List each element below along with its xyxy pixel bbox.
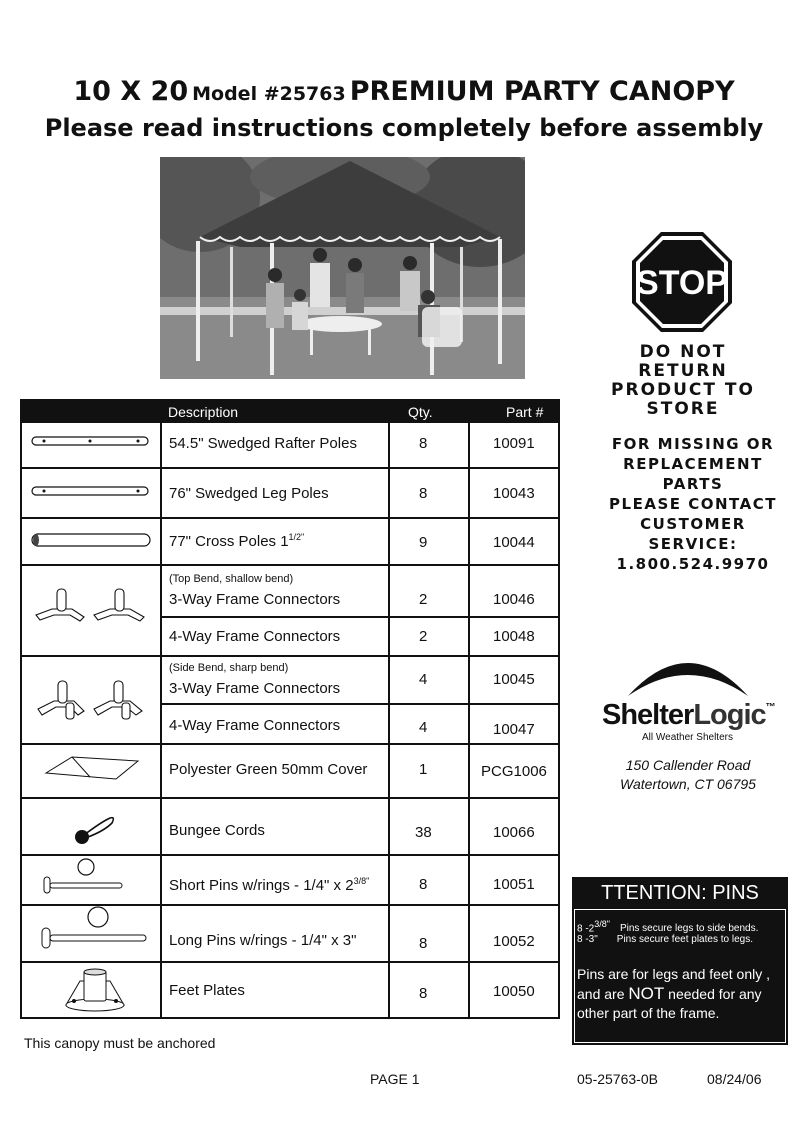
part-number: 10066 xyxy=(493,824,535,841)
cross-pole-icon xyxy=(28,531,154,549)
pin-rule-text: Pins secure legs to side bends. xyxy=(619,923,759,935)
part-number: 10047 xyxy=(493,721,535,738)
contact-line: PARTS xyxy=(662,475,724,493)
part-description: 54.5" Swedged Rafter Poles xyxy=(169,435,357,452)
part-number: 10046 xyxy=(493,591,535,608)
contact-line: PLEASE CONTACT xyxy=(609,495,777,513)
customer-service-notice xyxy=(598,434,788,574)
part-description: Feet Plates xyxy=(169,982,245,999)
column-header-description: Description xyxy=(168,404,239,420)
attention-pins-box xyxy=(572,877,788,1045)
feet-plate-icon xyxy=(60,967,130,1013)
part-number: PCG1006 xyxy=(481,763,547,780)
part-note: (Side Bend, sharp bend) xyxy=(169,662,289,674)
pin-qty: 8 -2 xyxy=(577,923,595,935)
part-qty: 8 xyxy=(419,485,428,502)
part-number: 10050 xyxy=(493,983,535,1000)
pin-qty: 8 -3" xyxy=(577,934,598,945)
canopy-photo xyxy=(160,157,525,379)
phone-number: 1.800.524.9970 xyxy=(616,555,770,573)
part-description: 3-Way Frame Connectors xyxy=(169,591,341,608)
part-description: 4-Way Frame Connectors xyxy=(169,717,341,734)
anchoring-note: This canopy must be anchored xyxy=(24,1035,216,1051)
contact-line: REPLACEMENT xyxy=(623,455,763,473)
logo-trademark: ™ xyxy=(765,702,775,713)
pin-rule-text: Pins secure feet plates to legs. xyxy=(616,934,753,945)
attention-title: TTENTION: PINS xyxy=(601,882,759,904)
leg-pole-icon xyxy=(30,483,152,499)
part-description: 76" Swedged Leg Poles xyxy=(169,485,329,502)
part-description-fraction: 1/2" xyxy=(288,532,305,542)
contact-line: SERVICE: xyxy=(648,535,738,553)
part-note: (Top Bend, shallow bend) xyxy=(169,573,294,585)
part-qty: 2 xyxy=(419,591,428,608)
document-number: 05-25763-0B xyxy=(577,1071,658,1087)
part-qty: 8 xyxy=(419,876,428,893)
part-qty: 4 xyxy=(419,671,428,688)
title-size: 10 X 20 xyxy=(73,76,189,107)
title-product: PREMIUM PARTY CANOPY xyxy=(349,76,735,107)
part-description: 4-Way Frame Connectors xyxy=(169,628,341,645)
part-number: 10051 xyxy=(493,876,535,893)
part-qty: 9 xyxy=(419,534,428,551)
stop-sign-text: STOP xyxy=(636,264,728,302)
part-description xyxy=(169,876,369,894)
part-number: 10052 xyxy=(493,933,535,950)
part-qty: 8 xyxy=(419,435,428,452)
bungee-cord-icon xyxy=(70,815,120,845)
part-description: 3-Way Frame Connectors xyxy=(169,680,341,697)
rafter-pole-icon xyxy=(30,433,152,449)
stop-sign-icon xyxy=(632,232,732,332)
part-description: Long Pins w/rings - 1/4" x 3" xyxy=(169,932,357,949)
svg-text:ShelterLogic™ xyxy=(602,699,775,731)
notice-line: DO NOT xyxy=(639,342,727,362)
address-line-1: 150 Callender Road xyxy=(625,757,751,773)
top-bend-connector-icon xyxy=(32,587,152,627)
long-pin-icon xyxy=(36,905,156,949)
page-number: PAGE 1 xyxy=(370,1071,420,1087)
part-number: 10048 xyxy=(493,628,535,645)
part-qty: 4 xyxy=(419,719,428,736)
address-line-2: Watertown, CT 06795 xyxy=(620,776,756,792)
short-pin-icon xyxy=(36,857,126,897)
notice-line: PRODUCT TO xyxy=(611,380,755,400)
part-number: 10044 xyxy=(493,534,535,551)
cover-icon xyxy=(42,753,142,783)
part-description-text: Short Pins w/rings - 1/4" x 2 xyxy=(169,877,354,894)
column-header-qty: Qty. xyxy=(408,404,433,420)
pins-note-text: needed for any other part of the frame. xyxy=(577,986,762,1021)
part-qty: 8 xyxy=(419,985,428,1002)
document-date: 08/24/06 xyxy=(707,1071,762,1087)
company-address xyxy=(598,756,778,794)
pin-rule-short xyxy=(577,919,758,934)
pins-note xyxy=(577,965,787,1023)
column-header-part: Part # xyxy=(506,404,544,420)
pin-rule-long xyxy=(577,934,753,945)
part-description-text: 77" Cross Poles 1 xyxy=(169,533,289,550)
part-description-fraction: 3/8" xyxy=(353,876,370,886)
shelterlogic-logo xyxy=(598,640,778,745)
notice-line: RETURN xyxy=(638,361,728,381)
part-qty: 38 xyxy=(415,824,432,841)
side-bend-connector-icon xyxy=(34,679,152,723)
do-not-return-notice xyxy=(598,343,768,419)
contact-line: FOR MISSING OR xyxy=(611,435,775,453)
part-description: Bungee Cords xyxy=(169,822,265,839)
table-header xyxy=(22,401,558,423)
document-subtitle: Please read instructions completely before assembly xyxy=(44,114,764,142)
part-description: Polyester Green 50mm Cover xyxy=(169,761,368,778)
contact-line: CUSTOMER xyxy=(640,515,746,533)
logo-word-logic: Logic xyxy=(693,699,766,731)
part-number: 10091 xyxy=(493,435,535,452)
logo-word-shelter: Shelter xyxy=(602,699,694,731)
part-number: 10043 xyxy=(493,485,535,502)
pins-note-emphasis: NOT xyxy=(628,984,665,1003)
parts-table xyxy=(20,399,560,1019)
title-model: Model #25763 xyxy=(192,83,346,105)
pins-note-text: Pins are for legs and feet only , and are xyxy=(577,966,770,1002)
part-description xyxy=(169,532,304,550)
document-title xyxy=(0,76,808,107)
notice-line: STORE xyxy=(646,399,720,419)
attention-body xyxy=(574,909,786,1043)
pin-fraction: 3/8" xyxy=(594,919,610,929)
part-qty: 8 xyxy=(419,935,428,952)
part-qty: 1 xyxy=(419,761,428,778)
logo-tagline: All Weather Shelters xyxy=(642,732,733,743)
part-qty: 2 xyxy=(419,628,428,645)
part-number: 10045 xyxy=(493,671,535,688)
